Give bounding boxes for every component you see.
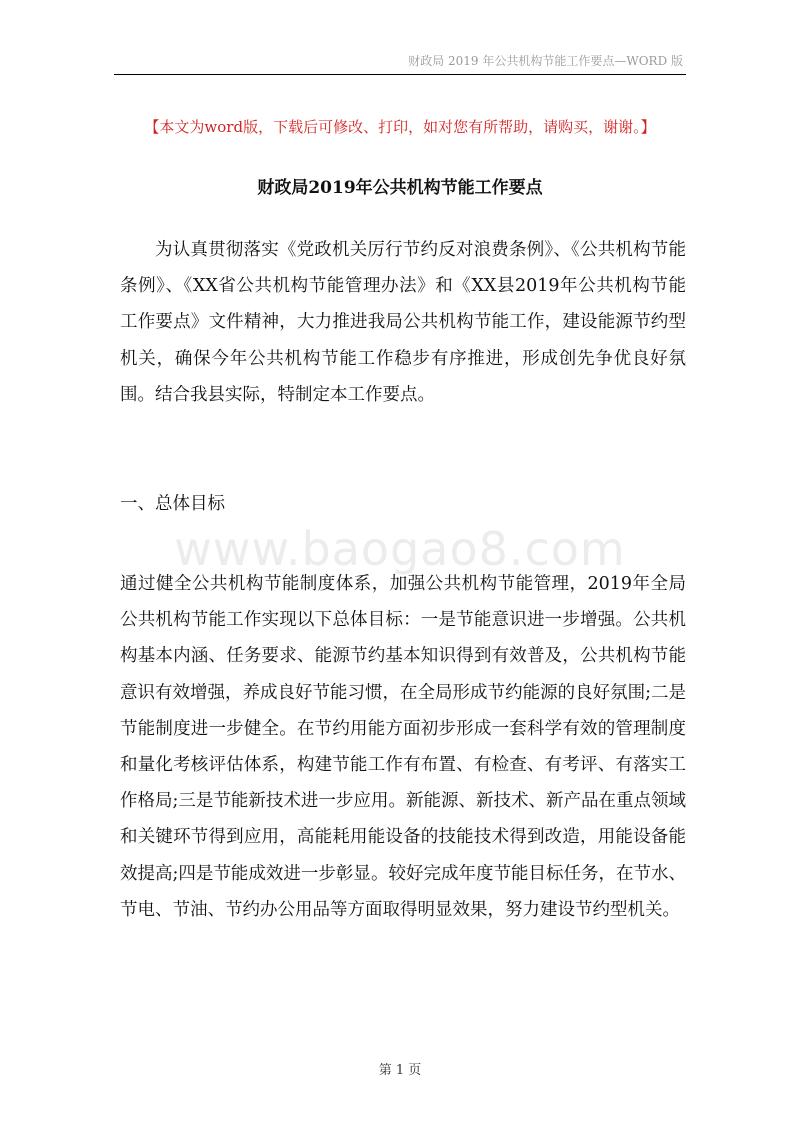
watermark: www.baogao8.com [174,522,626,576]
purchase-notice: 【本文为word版，下载后可修改、打印，如对您有所帮助，请购买，谢谢。】 [144,118,656,136]
goals-paragraph: 通过健全公共机构节能制度体系，加强公共机构节能管理，2019年全局公共机构节能工作实现以下总体目标：一是节能意识进一步增强。公共机构基本内涵、任务要求、能源节约基本知识得到有效普及，公共机构节能意识有效增强，养成良好节能习惯，在全局形成节约能源的良好氛围;二是节能制度进一步健全。在节约用能方面初步形成一套科学有效的管理制度和量化考核评估体系，构建节能工作有布置、有检查、有考评、有落实工作格局;三是节能新技术进一步应用。新能源、新技术、新产品在重点领域和关键环节得到应用，高能耗用能设备的技能技术得到改造，用能设备能效提高;四是节能成效进一步彰显。较好完成年度节能目标任务，在节水、节电、节油、节约办公用品等方面取得明显效果，努力建设节约型机关。 [120,574,686,920]
intro-paragraph: 为认真贯彻落实《党政机关厉行节约反对浪费条例》、《公共机构节能条例》、《XX省公共机构节能管理办法》和《XX县2019年公共机构节能工作要点》文件精神，大力推进我局公共机构节能工作，建设能源节约型机关，确保今年公共机构节能工作稳步有序推进，形成创先争优良好氛围。结合我县实际，特制定本工作要点。 [120,240,686,405]
document-title: 财政局2019年公共机构节能工作要点 [257,178,543,198]
section-heading-overall-goals: 一、总体目标 [120,494,225,514]
header-divider [114,74,686,75]
running-header: 财政局 2019 年公共机构节能工作要点—WORD 版 [408,54,683,68]
page-number: 第 1 页 [378,1063,422,1078]
